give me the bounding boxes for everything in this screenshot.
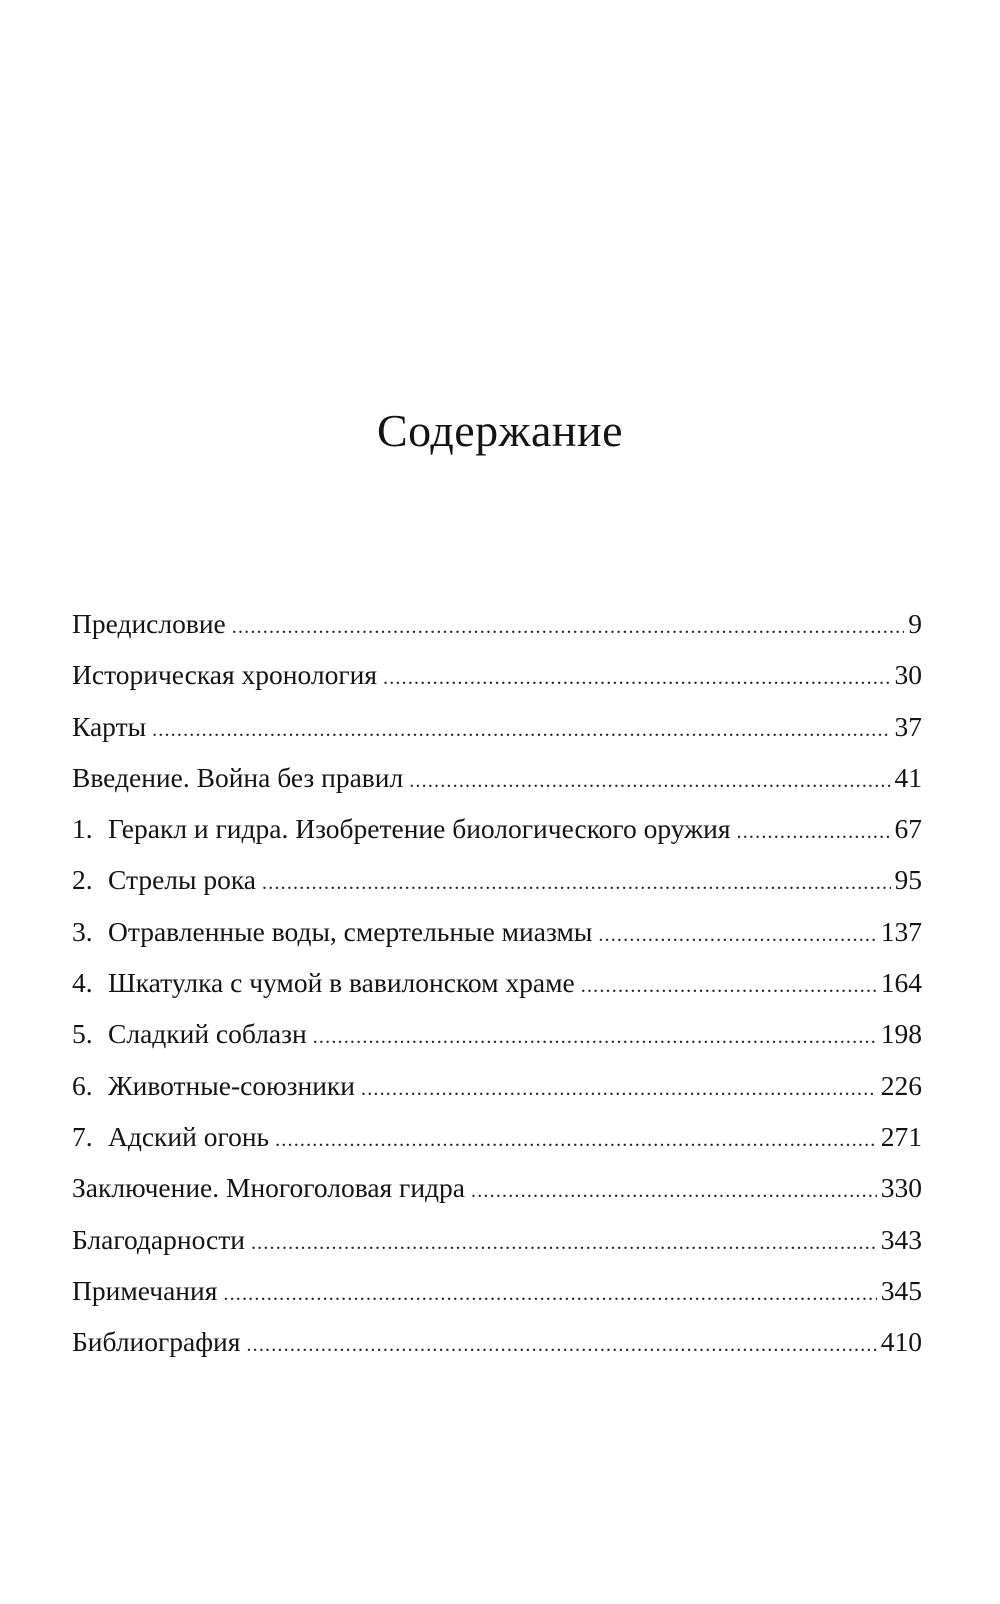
toc-entry-chapter-4 xyxy=(72,966,922,1017)
toc-entry-chapter-5 xyxy=(72,1017,922,1068)
dot-leader xyxy=(581,969,877,1003)
toc-entry-acknowledgements xyxy=(72,1223,922,1274)
toc-entry-page: 137 xyxy=(880,915,922,947)
toc-entry-page: 345 xyxy=(880,1274,922,1306)
toc-entry-bibliography xyxy=(72,1325,922,1376)
toc-entry-label: Шкатулка с чумой в вавилонском храме xyxy=(108,967,575,999)
dot-leader xyxy=(275,1123,877,1157)
toc-entry-page: 410 xyxy=(880,1326,922,1358)
dot-leader xyxy=(223,1277,876,1311)
chapter-number: 1. xyxy=(72,813,93,845)
toc-entry-chapter-3 xyxy=(72,915,922,966)
toc-entry-label: Благодарности xyxy=(72,1223,245,1255)
dot-leader xyxy=(246,1328,876,1362)
toc-entry-conclusion xyxy=(72,1171,922,1222)
toc-entry-page: 95 xyxy=(894,864,922,896)
toc-entry-label: Введение. Война без правил xyxy=(72,761,404,793)
chapter-number: 2. xyxy=(72,864,93,896)
dot-leader xyxy=(262,866,890,900)
chapter-number: 6. xyxy=(72,1069,93,1101)
toc-entry-preface xyxy=(72,607,922,658)
dot-leader xyxy=(313,1020,877,1054)
toc-entry-page: 226 xyxy=(880,1069,922,1101)
toc-entry-chapter-7 xyxy=(72,1120,922,1171)
chapter-number: 5. xyxy=(72,1018,93,1050)
toc-entry-page: 164 xyxy=(880,967,922,999)
toc-entry-page: 198 xyxy=(880,1018,922,1050)
toc-entry-label: Историческая хронология xyxy=(72,659,378,691)
dot-leader xyxy=(471,1174,877,1208)
toc-entry-notes xyxy=(72,1274,922,1325)
toc-entry-chronology xyxy=(72,658,922,709)
toc-entry-page: 9 xyxy=(908,608,922,639)
dot-leader xyxy=(598,918,876,952)
toc-entry-label: Адский огонь xyxy=(108,1120,270,1152)
chapter-number: 4. xyxy=(72,967,93,999)
toc-entry-page: 271 xyxy=(880,1120,922,1152)
toc-entry-label: Животные-союзники xyxy=(108,1069,355,1101)
dot-leader xyxy=(251,1226,877,1260)
chapter-number: 3. xyxy=(72,915,93,947)
dot-leader xyxy=(152,713,890,747)
toc-entry-page: 67 xyxy=(894,813,922,845)
table-of-contents xyxy=(72,607,922,1376)
toc-entry-label: Отравленные воды, смертельные миазмы xyxy=(108,915,593,947)
toc-entry-chapter-1 xyxy=(72,812,922,863)
dot-leader xyxy=(361,1072,877,1106)
toc-entry-introduction xyxy=(72,761,922,812)
toc-entry-page: 41 xyxy=(894,761,922,793)
toc-entry-page: 343 xyxy=(880,1223,922,1255)
toc-entry-page: 30 xyxy=(894,659,922,691)
toc-entry-chapter-6 xyxy=(72,1069,922,1120)
toc-entry-label: Библиография xyxy=(72,1326,241,1358)
toc-entry-label: Примечания xyxy=(72,1274,218,1306)
dot-leader xyxy=(383,661,890,695)
toc-entry-chapter-2 xyxy=(72,863,922,914)
toc-entry-label: Заключение. Многоголовая гидра xyxy=(72,1172,466,1204)
toc-entry-maps xyxy=(72,710,922,761)
dot-leader xyxy=(409,764,890,798)
toc-entry-label: Карты xyxy=(72,710,147,742)
toc-entry-label: Стрелы рока xyxy=(108,864,257,896)
dot-leader xyxy=(737,815,891,849)
page-title: Содержание xyxy=(376,404,624,456)
toc-entry-label: Предисловие xyxy=(72,608,226,639)
toc-entry-label: Геракл и гидра. Изобретение биологического оружия xyxy=(108,813,731,845)
toc-entry-page: 37 xyxy=(894,710,922,742)
toc-entry-page: 330 xyxy=(880,1172,922,1204)
toc-entry-label: Сладкий соблазн xyxy=(108,1018,307,1050)
dot-leader xyxy=(232,610,905,644)
chapter-number: 7. xyxy=(72,1120,93,1152)
